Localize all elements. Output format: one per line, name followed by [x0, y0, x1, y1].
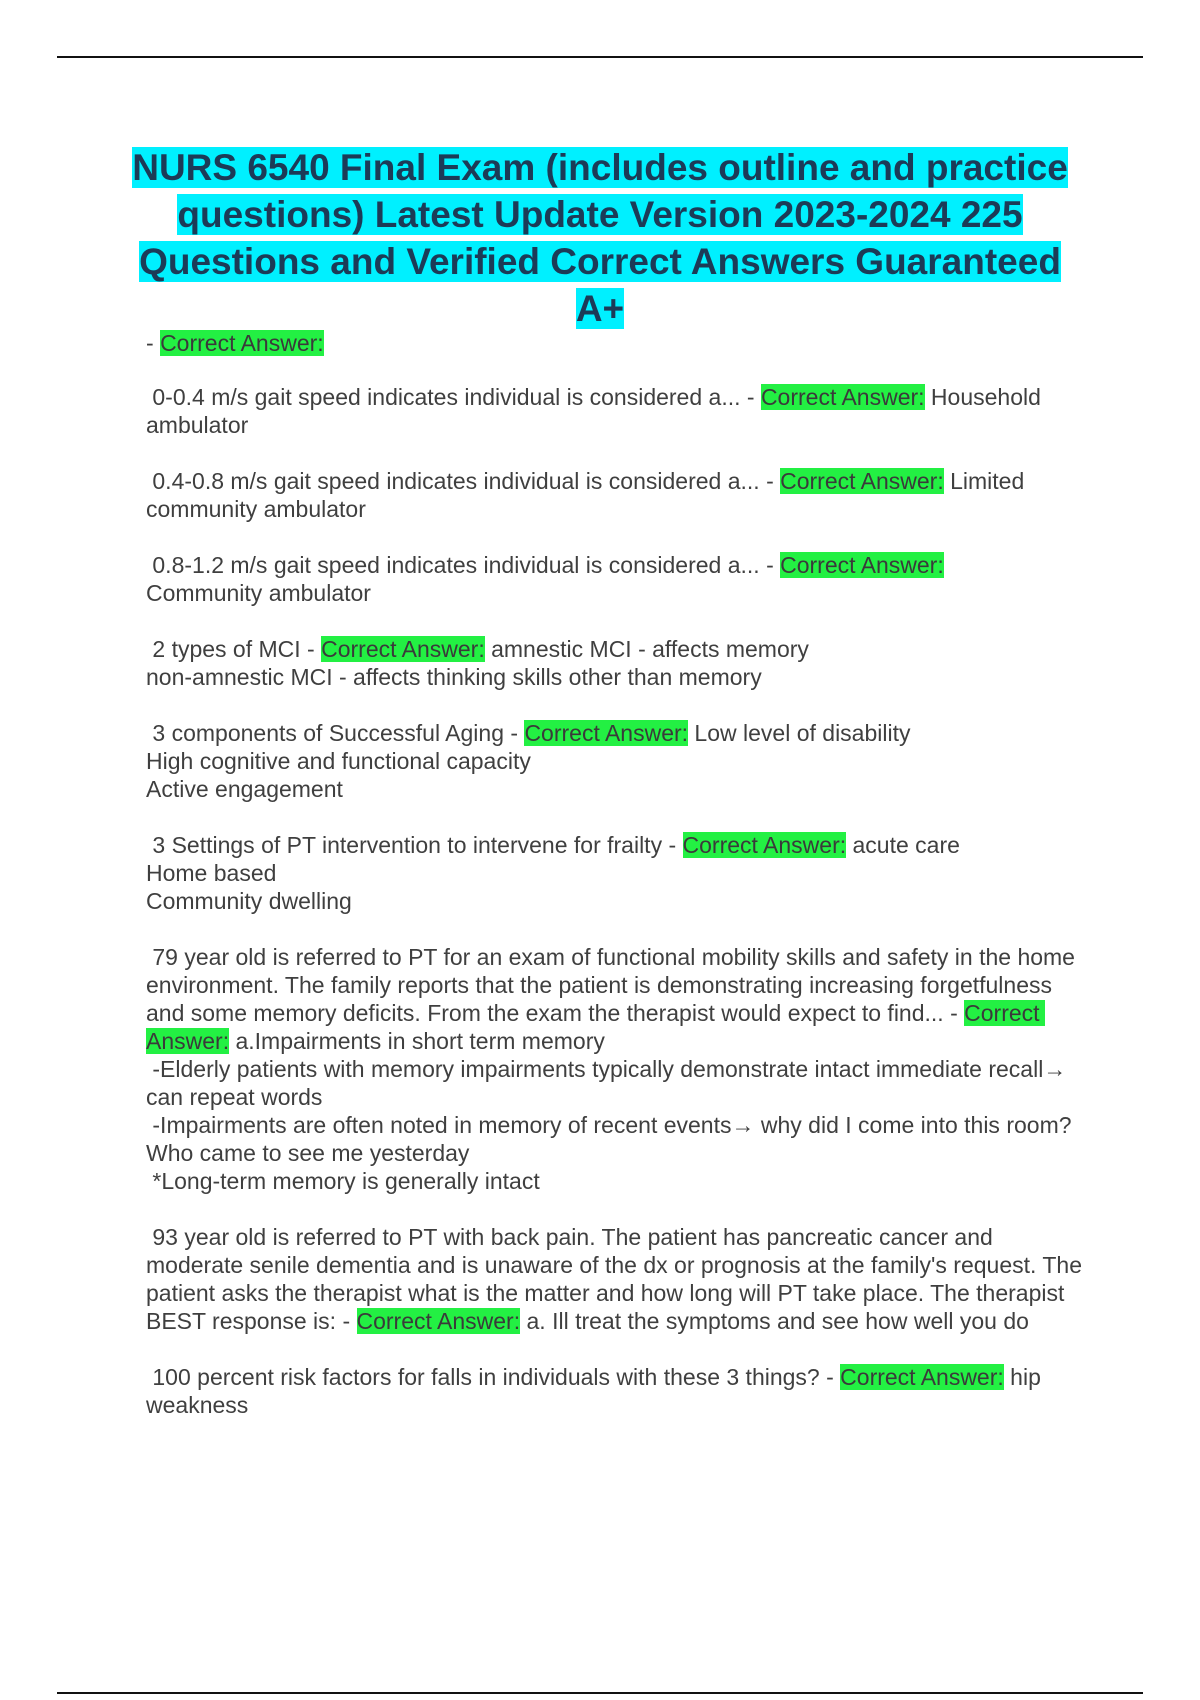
qa-item — [146, 467, 1096, 523]
qa-question — [146, 383, 1096, 439]
answer-text: hip weakness — [146, 1364, 1048, 1418]
answer-text: amnestic MCI - affects memory — [484, 636, 809, 662]
question-text: 0.4-0.8 m/s gait speed indicates individual is considered a... - — [146, 468, 781, 494]
question-text: 0.8-1.2 m/s gait speed indicates individual is considered a... - — [146, 552, 781, 578]
qa-question — [146, 719, 1096, 747]
qa-question — [146, 1363, 1096, 1419]
correct-answer-label: Correct Answer: — [524, 720, 689, 746]
qa-question — [146, 467, 1096, 523]
answer-text: a.Impairments in short term memory — [229, 1028, 605, 1054]
answer-line: High cognitive and functional capacity — [146, 748, 531, 774]
answer-text: Low level of disability — [688, 720, 911, 746]
question-text: 93 year old is referred to PT with back pain. The patient has pancreatic cancer and moderate senile dementia and is unaware of the dx or prognosis at the family's request. The patient asks the therapist what is the matter and how long will PT take place. The therapist BEST response is: - — [146, 1224, 1089, 1334]
answer-line: *Long-term memory is generally intact — [146, 1168, 540, 1194]
bottom-rule — [57, 1692, 1143, 1694]
qa-item — [146, 551, 1096, 607]
correct-answer-label: Correct Answer: — [160, 330, 324, 356]
qa-item — [146, 635, 1096, 691]
qa-question — [146, 943, 1096, 1055]
answer-line: Community dwelling — [146, 888, 352, 914]
answer-line: Home based — [146, 860, 277, 886]
correct-answer-label: Correct Answer: — [780, 468, 944, 494]
question-text: 0-0.4 m/s gait speed indicates individual is considered a... - — [146, 384, 761, 410]
qa-item — [146, 1363, 1096, 1419]
correct-answer-label: Correct Answer: — [356, 1308, 521, 1334]
answer-text: acute care — [846, 832, 960, 858]
answer-line: -Impairments are often noted in memory of recent events→ why did I come into this room? Who came to see me yesterday — [146, 1112, 1078, 1166]
qa-item — [146, 831, 1096, 915]
correct-answer-label: Correct Answer: — [321, 636, 485, 662]
intro-line: - Correct Answer: — [146, 330, 324, 356]
question-text: 2 types of MCI - — [146, 636, 322, 662]
question-text: 3 Settings of PT intervention to intervene for frailty - — [146, 832, 683, 858]
qa-item — [146, 943, 1096, 1195]
qa-question — [146, 551, 1096, 579]
qa-question — [146, 1223, 1096, 1335]
correct-answer-label: Correct Answer: — [682, 832, 847, 858]
qa-question — [146, 831, 1096, 859]
answer-text: a. Ill treat the symptoms and see how well you do — [520, 1308, 1029, 1334]
correct-answer-label: Correct Answer: — [146, 1000, 1045, 1054]
qa-item — [146, 719, 1096, 803]
correct-answer-label: Correct Answer: — [840, 1364, 1004, 1390]
answer-line: -Elderly patients with memory impairments typically demonstrate intact immediate recall→ can repeat words — [146, 1056, 1073, 1110]
qa-list — [146, 329, 1096, 1447]
qa-item — [146, 1223, 1096, 1335]
correct-answer-label: Correct Answer: — [760, 384, 925, 410]
question-text: 3 components of Successful Aging - — [146, 720, 525, 746]
question-text: 79 year old is referred to PT for an exam of functional mobility skills and safety in the home environment. The family reports that the patient is demonstrating increasing forgetfulness and some memory deficits. From the exam the therapist would expect to find... - — [146, 944, 1082, 1026]
qa-item — [146, 383, 1096, 439]
answer-line: non-amnestic MCI - affects thinking skills other than memory — [146, 664, 762, 690]
answer-line: Community ambulator — [146, 580, 371, 606]
correct-answer-label: Correct Answer: — [780, 552, 944, 578]
answer-line: Active engagement — [146, 776, 343, 802]
question-text: 100 percent risk factors for falls in individuals with these 3 things? - — [146, 1364, 841, 1390]
answer-text: Household ambulator — [146, 384, 1048, 438]
answer-text: Limited community ambulator — [146, 468, 1031, 522]
top-rule — [57, 56, 1143, 58]
qa-question — [146, 635, 1096, 663]
document-title: NURS 6540 Final Exam (includes outline and practice questions) Latest Update Version 2023-2024 225 Questions and Verified Correct Answers Guaranteed A+ — [132, 147, 1068, 329]
